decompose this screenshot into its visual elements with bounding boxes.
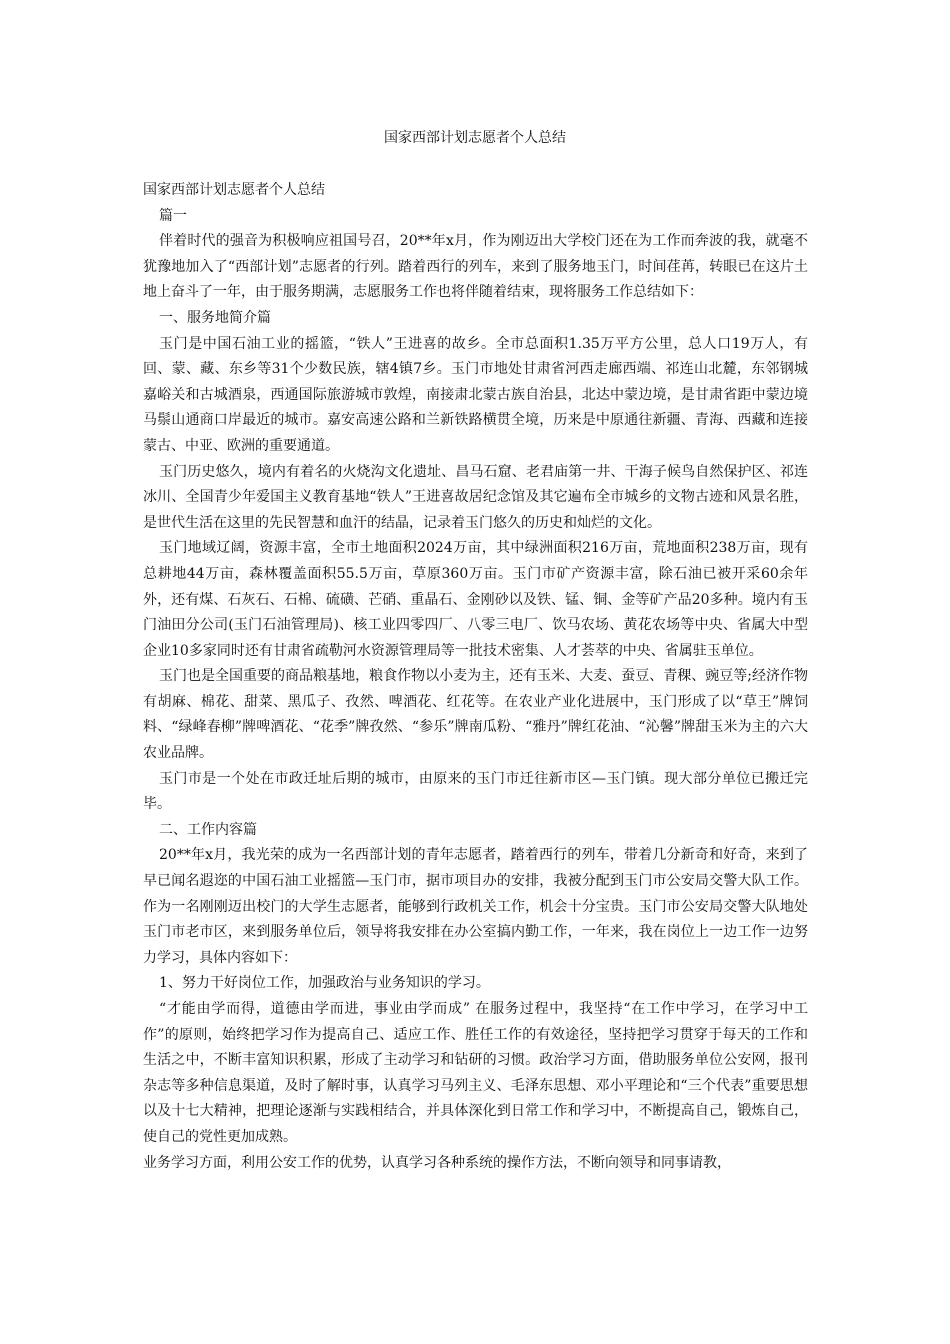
paragraph: 玉门市是一个处在市政迁址后期的城市，由原来的玉门市迁往新市区—玉门镇。现大部分单位已搬迁完毕。	[143, 770, 808, 813]
paragraph-continued: 业务学习方面，利用公安工作的优势，认真学习各种系统的操作方法，不断向领导和同事请教，	[143, 1154, 731, 1171]
section-heading: 二、工作内容篇	[159, 821, 257, 838]
section-label: 篇一	[159, 207, 187, 224]
subsection-heading: 1、努力干好岗位工作，加强政治与业务知识的学习。	[159, 975, 490, 992]
paragraph: 玉门也是全国重要的商品粮基地，粮食作物以小麦为主，还有玉米、大麦、蚕豆、青稞、豌豆等;经济作物有胡麻、棉花、甜菜、黑瓜子、孜然、啤酒花、红花等。在农业产业化进展中，玉门形成了以“草王”牌饲料、“绿峰春柳”牌啤酒花、“花季”牌孜然、“参乐”牌南瓜粉、“雅丹”牌红花油、“沁馨”牌甜玉米为主的六大农业品牌。	[143, 668, 808, 762]
paragraph: 玉门是中国石油工业的摇篮，“铁人”王进喜的故乡。全市总面积1.35万平方公里，总人口19万人，有回、蒙、藏、东乡等31个少数民族，辖4镇7乡。玉门市地处甘肃省河西走廊西端、祁连山北麓，东邻钢城嘉峪关和古城酒泉，西通国际旅游城市敦煌，南接肃北蒙古族自治县，北达中蒙边境，是甘肃省距中蒙边境马鬃山通商口岸最近的城市。嘉安高速公路和兰新铁路横贯全境，历来是中原通往新疆、青海、西藏和连接蒙古、中亚、欧洲的重要通道。	[143, 335, 808, 454]
paragraph: “才能由学而得，道德由学而进，事业由学而成” 在服务过程中，我坚持“在工作中学习，在学习中工作”的原则，始终把学习作为提高自己、适应工作、胜任工作的有效途径，坚持把学习贯穿于每天的工作和生活之中，不断丰富知识积累，形成了主动学习和钻研的习惯。政治学习方面，借助服务单位公安网，报刊杂志等多种信息渠道，及时了解时事，认真学习马列主义、毛泽东思想、邓小平理论和“三个代表”重要思想以及十七大精神，把理论逐渐与实践相结合，并具体深化到日常工作和学习中，不断提高自己，锻炼自己，使自己的党性更加成熟。	[143, 1001, 808, 1145]
paragraph: 伴着时代的强音为积极响应祖国号召，20**年x月，作为刚迈出大学校门还在为工作而奔波的我，就毫不犹豫地加入了“西部计划”志愿者的行列。踏着西行的列车，来到了服务地玉门，时间荏苒，转眼已在这片土地上奋斗了一年，由于服务期满，志愿服务工作也将伴随着结束，现将服务工作总结如下：	[143, 233, 808, 301]
paragraph: 20**年x月，我光荣的成为一名西部计划的青年志愿者，踏着西行的列车，带着几分新奇和好奇，来到了早已闻名遐迩的中国石油工业摇篮—玉门市，据市项目办的安排，我被分配到玉门市公安局交警大队工作。作为一名刚刚迈出校门的大学生志愿者，能够到行政机关工作，机会十分宝贵。玉门市公安局交警大队地处玉门市老市区，来到服务单位后，领导将我安排在办公室搞内勤工作，一年来，我在岗位上一边工作一边努力学习，具体内容如下：	[143, 847, 808, 966]
body-heading: 国家西部计划志愿者个人总结	[143, 182, 325, 198]
paragraph: 玉门历史悠久，境内有着名的火烧沟文化遗址、昌马石窟、老君庙第一井、干海子候鸟自然保护区、祁连冰川、全国青少年爱国主义教育基地“铁人”王进喜故居纪念馆及其它遍布全市城乡的文物古迹和风景名胜，是世代生活在这里的先民智慧和血汗的结晶，记录着玉门悠久的历史和灿烂的文化。	[143, 463, 808, 531]
page-title: 国家西部计划志愿者个人总结	[384, 130, 566, 146]
document-body	[143, 178, 808, 1176]
paragraph: 玉门地域辽阔，资源丰富，全市土地面积2024万亩，其中绿洲面积216万亩，荒地面积238万亩，现有总耕地44万亩，森林覆盖面积55.5万亩，草原360万亩。玉门市矿产资源丰富，除石油已被开采60余年外，还有煤、石灰石、石棉、硫磺、芒硝、重晶石、金刚砂以及铁、锰、铜、金等矿产品20多种。境内有玉门油田分公司(玉门石油管理局)、核工业四零四厂、八零三电厂、饮马农场、黄花农场等中央、省属大中型企业10多家同时还有甘肃省疏勒河水资源管理局等一批技术密集、人才荟萃的中央、省属驻玉单位。	[143, 540, 808, 659]
section-heading: 一、服务地简介篇	[159, 309, 271, 326]
